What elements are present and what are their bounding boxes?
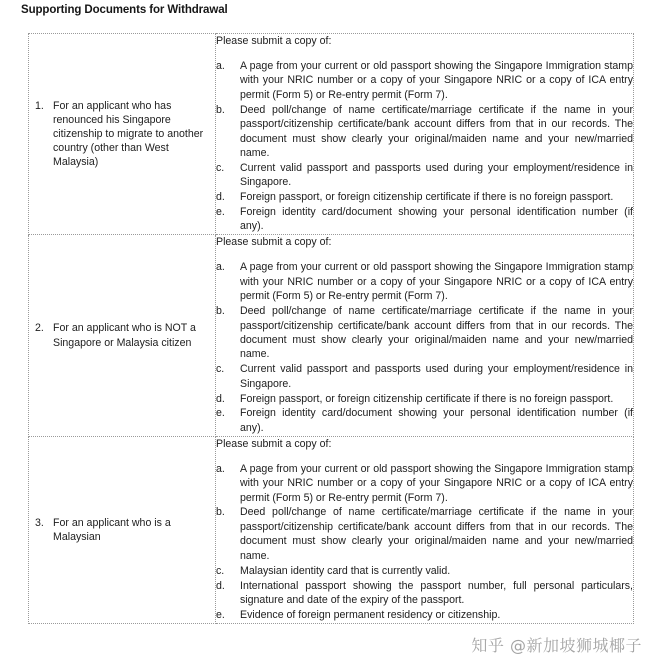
category-text-3: For an applicant who is a Malaysian bbox=[53, 516, 171, 543]
list-marker: d. bbox=[216, 579, 225, 592]
list-text: Current valid passport and passports used during your employment/residence in Singapore. bbox=[240, 161, 633, 189]
row-number-1: 1. bbox=[35, 99, 44, 112]
list-marker: b. bbox=[216, 103, 225, 116]
documents-intro-2: Please submit a copy of: bbox=[216, 236, 332, 249]
list-text: Deed poll/change of name certificate/marriage certificate if the name in your passport/citizenship certificate/bank account differs from that in our records. The document must show clearly your original/maiden name and your new/married name. bbox=[240, 305, 633, 361]
category-inner-1 bbox=[29, 99, 215, 170]
list-marker: c. bbox=[216, 564, 225, 577]
list-item bbox=[216, 190, 633, 204]
list-marker: b. bbox=[216, 506, 225, 519]
list-item bbox=[216, 608, 633, 622]
list-marker: d. bbox=[216, 191, 225, 204]
list-text: A page from your current or old passport showing the Singapore Immigration stamp with your NRIC number or a copy of your Singapore NRIC or a copy of ICA entry permit (Form 5) or Re-entry permit (Form 7). bbox=[240, 261, 633, 303]
row-number-3: 3. bbox=[35, 516, 44, 529]
list-text: Foreign passport, or foreign citizenship certificate if there is no foreign passport. bbox=[240, 191, 614, 204]
required-documents-cell-2 bbox=[216, 235, 634, 436]
table-row bbox=[29, 34, 634, 235]
list-item bbox=[216, 392, 633, 406]
list-item bbox=[216, 260, 633, 303]
applicant-category-cell-3 bbox=[29, 436, 216, 623]
list-text: Foreign identity card/document showing your personal identification number (if any). bbox=[240, 206, 633, 233]
list-text: A page from your current or old passport showing the Singapore Immigration stamp with your NRIC number or a copy of your Singapore NRIC or a copy of ICA entry permit (Form 5) or Re-entry permit (Form 7). bbox=[240, 462, 633, 504]
applicant-category-cell-1 bbox=[29, 34, 216, 235]
row-number-2: 2. bbox=[35, 322, 44, 335]
category-text-1: For an applicant who has renounced his Singapore citizenship to migrate to another country (other than West Malaysia) bbox=[53, 99, 204, 169]
list-marker: d. bbox=[216, 392, 225, 405]
list-item bbox=[216, 505, 633, 563]
list-text: Current valid passport and passports used during your employment/residence in Singapore. bbox=[240, 363, 633, 390]
list-item bbox=[216, 205, 633, 234]
list-text: A page from your current or old passport showing the Singapore Immigration stamp with your NRIC number or a copy of your Singapore NRIC or a copy of ICA entry permit (Form 5) or Re-entry permit (Form 7). bbox=[240, 60, 633, 101]
table-body bbox=[29, 34, 634, 624]
list-marker: c. bbox=[216, 161, 225, 174]
list-item bbox=[216, 406, 633, 435]
list-item bbox=[216, 161, 633, 190]
table-row bbox=[29, 235, 634, 436]
table-row bbox=[29, 436, 634, 623]
list-marker: e. bbox=[216, 407, 225, 420]
list-text: Deed poll/change of name certificate/marriage certificate if the name in your passport/citizenship certificate/bank account differs from that in our records. The document must show clearly your original/maiden name and your new/married name. bbox=[240, 103, 633, 159]
required-documents-cell-3 bbox=[216, 436, 634, 623]
list-text: Evidence of foreign permanent residency or citizenship. bbox=[240, 608, 501, 621]
list-item bbox=[216, 304, 633, 362]
watermark-text: 知乎 @新加坡狮城椰子 bbox=[471, 636, 642, 655]
required-documents-cell-1 bbox=[216, 34, 634, 235]
list-text: International passport showing the passport number, full personal particulars, signature and date of the expiry of the passport. bbox=[240, 579, 633, 606]
list-item bbox=[216, 362, 633, 391]
list-marker: b. bbox=[216, 305, 225, 318]
category-text-2: For an applicant who is NOT a Singapore or Malaysia citizen bbox=[53, 322, 196, 349]
list-text: Malaysian identity card that is currently valid. bbox=[240, 564, 451, 577]
list-text: Deed poll/change of name certificate/marriage certificate if the name in your passport/citizenship certificate/bank account differs from that in our records. The document must show clearly your original/maiden name and your new/married name. bbox=[240, 506, 633, 562]
list-item bbox=[216, 59, 633, 102]
documents-list-2 bbox=[216, 260, 633, 435]
list-item bbox=[216, 462, 633, 505]
list-text: Foreign identity card/document showing your personal identification number (if any). bbox=[240, 407, 633, 434]
list-item bbox=[216, 103, 633, 161]
list-text: Foreign passport, or foreign citizenship certificate if there is no foreign passport. bbox=[240, 392, 614, 405]
list-item bbox=[216, 579, 633, 608]
list-marker: c. bbox=[216, 363, 225, 376]
documents-intro-3: Please submit a copy of: bbox=[216, 437, 332, 450]
list-marker: a. bbox=[216, 261, 225, 274]
documents-list-1 bbox=[216, 59, 633, 234]
documents-list-3 bbox=[216, 462, 633, 622]
documents-intro-1: Please submit a copy of: bbox=[216, 35, 332, 47]
list-marker: e. bbox=[216, 608, 225, 621]
list-marker: a. bbox=[216, 60, 225, 72]
supporting-documents-table bbox=[28, 33, 634, 624]
category-inner-2 bbox=[29, 321, 215, 349]
applicant-category-cell-2 bbox=[29, 235, 216, 436]
page-title: Supporting Documents for Withdrawal bbox=[21, 4, 228, 16]
category-inner-3 bbox=[29, 516, 215, 544]
list-marker: e. bbox=[216, 206, 225, 219]
list-marker: a. bbox=[216, 462, 225, 475]
list-item bbox=[216, 564, 633, 578]
